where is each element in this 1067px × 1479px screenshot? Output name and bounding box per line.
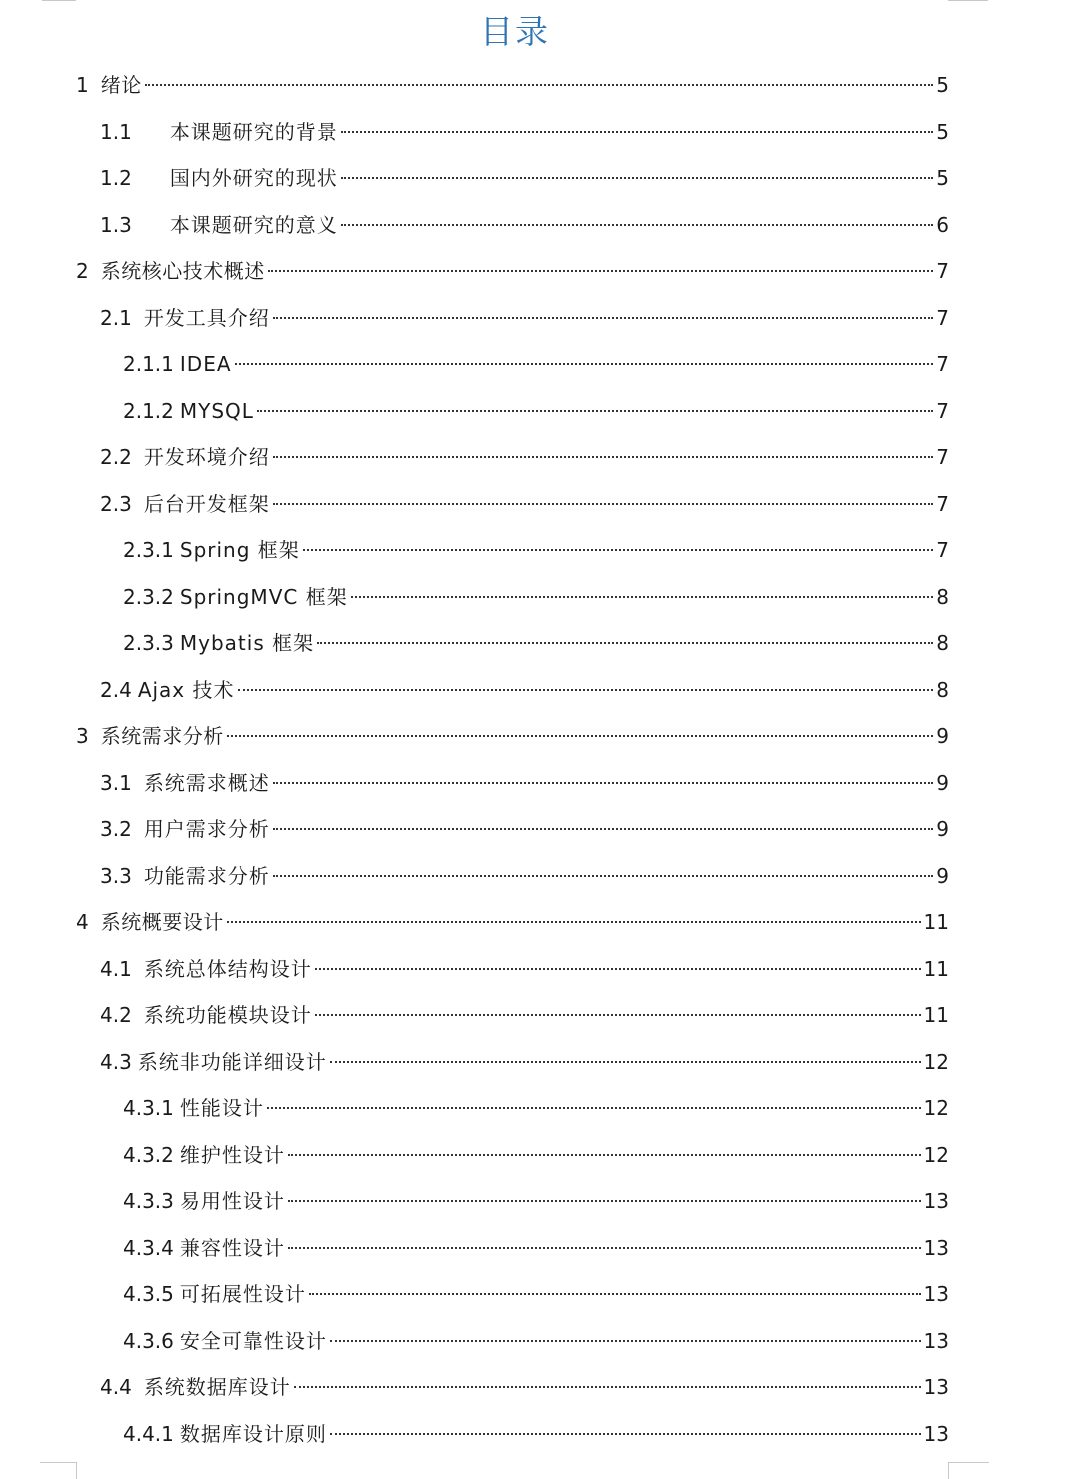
toc-entry[interactable] (0, 713, 949, 759)
dot-leader (273, 481, 933, 505)
toc-entry-number: 4 (76, 910, 89, 934)
toc-entry-label: 本课题研究的背景 (169, 119, 338, 144)
toc-entry-page: 13 (923, 1189, 949, 1213)
toc-entry-page: 13 (923, 1282, 949, 1306)
toc-entry-number: 2.3 (100, 491, 132, 516)
toc-entry-number: 4.3.3 (123, 1189, 174, 1213)
toc-entry-label: 用户需求分析 (143, 817, 270, 841)
dot-leader (315, 992, 921, 1016)
toc-entry-number: 3.3 (100, 863, 132, 888)
dot-leader (235, 341, 934, 365)
toc-entry-page: 12 (923, 1096, 949, 1120)
dot-leader (315, 946, 921, 970)
toc-entry-number: 4.1 (100, 956, 132, 981)
toc-entry[interactable] (0, 853, 949, 899)
toc-title: 目录 (480, 12, 550, 51)
toc-entry-number: 2.3.2 (123, 584, 174, 609)
toc-entry-number: 2.1.1 (123, 352, 174, 376)
toc-entry[interactable] (0, 527, 949, 573)
toc-entry[interactable] (0, 295, 949, 341)
toc-entry-label: 系统总体结构设计 (143, 956, 312, 981)
dot-leader (330, 1039, 921, 1063)
toc-entry-page: 8 (936, 631, 949, 655)
toc-entry-label: 安全可靠性设计 (179, 1328, 327, 1353)
dot-leader (288, 1132, 921, 1156)
toc-entry-page: 9 (936, 770, 949, 795)
toc-entry-page: 9 (936, 863, 949, 888)
toc-entry-number: 4.2 (100, 1003, 132, 1027)
toc-entry-number: 2.4 (100, 677, 132, 702)
toc-entry-number: 3 (76, 724, 89, 748)
dot-leader (273, 760, 933, 784)
toc-entry-label: 数据库设计原则 (179, 1421, 327, 1446)
toc-entry-page: 11 (923, 910, 949, 934)
toc-entry[interactable] (0, 62, 949, 108)
toc-entry-number: 3.1 (100, 770, 132, 795)
dot-leader (257, 388, 933, 412)
toc-entry-number: 1 (76, 73, 89, 97)
toc-entry-number: 4.3.5 (123, 1282, 174, 1306)
dot-leader (268, 248, 934, 272)
toc-entry-page: 12 (923, 1142, 949, 1167)
toc-entry-page: 7 (936, 352, 949, 376)
dot-leader (341, 155, 933, 179)
toc-entry-number: 1.3 (100, 212, 132, 237)
toc-entry-number: 3.2 (100, 817, 132, 841)
toc-entry-page: 9 (936, 724, 949, 748)
toc-entry-label: IDEA (179, 352, 232, 376)
toc-entry-page: 8 (936, 677, 949, 702)
toc-entry[interactable] (0, 434, 949, 480)
dot-leader (288, 1178, 921, 1202)
toc-entry-number: 4.4.1 (123, 1421, 174, 1446)
toc-entry[interactable] (0, 1085, 949, 1131)
toc-entry-page: 13 (923, 1235, 949, 1260)
dot-leader (341, 109, 933, 133)
toc-entry-page: 13 (923, 1328, 949, 1353)
toc-entry-label: 兼容性设计 (179, 1235, 285, 1260)
toc-entry[interactable] (0, 1225, 949, 1271)
toc-entry-number: 4.3.6 (123, 1328, 174, 1353)
toc-entry-label: 开发工具介绍 (143, 305, 270, 330)
dot-leader (227, 899, 921, 923)
toc-entry-label: Spring 框架 (179, 538, 300, 562)
toc-entry-label: Mybatis 框架 (179, 631, 315, 655)
dot-leader (294, 1364, 921, 1388)
dot-leader (267, 1085, 921, 1109)
toc-entry[interactable] (0, 388, 949, 434)
dot-leader (288, 1225, 921, 1249)
toc-entry-label: 绪论 (100, 73, 142, 97)
toc-entry[interactable] (0, 1132, 949, 1178)
toc-entry-page: 8 (936, 584, 949, 609)
toc-entry-page: 5 (936, 166, 949, 190)
toc-entry-label: MYSQL (179, 398, 254, 423)
toc-entry-label: 后台开发框架 (143, 491, 270, 516)
page-corner-mark (948, 1462, 989, 1479)
toc-entry-number: 4.4 (100, 1375, 132, 1399)
toc-entry[interactable] (0, 1318, 949, 1364)
dot-leader (317, 620, 933, 644)
toc-entry[interactable] (0, 481, 949, 527)
page-corner-mark (42, 0, 76, 1)
toc-entry-label: 本课题研究的意义 (169, 212, 338, 237)
toc-entry-label: 系统核心技术概述 (100, 259, 265, 283)
toc-entry-number: 4.3.1 (123, 1096, 174, 1120)
toc-entry-page: 7 (936, 538, 949, 562)
toc-entry-page: 12 (923, 1049, 949, 1074)
toc-entry-label: 维护性设计 (179, 1142, 285, 1167)
toc-entry-page: 5 (936, 73, 949, 97)
toc-entry-number: 2.3.3 (123, 631, 174, 655)
dot-leader (273, 295, 933, 319)
toc-entry-number: 4.3 (100, 1049, 132, 1074)
toc-entry-number: 1.2 (100, 166, 132, 190)
dot-leader (351, 574, 934, 598)
toc-entry[interactable] (0, 1178, 949, 1224)
toc-entry-page: 7 (936, 259, 949, 283)
toc-entry-number: 2.1 (100, 305, 132, 330)
dot-leader (273, 853, 933, 877)
toc-entry-label: 系统需求分析 (100, 724, 224, 748)
toc-entry-label: 国内外研究的现状 (169, 166, 338, 190)
page-corner-mark (948, 0, 988, 1)
toc-entry-label: 性能设计 (179, 1096, 264, 1120)
toc-entry-number: 2 (76, 259, 89, 283)
toc-entry[interactable] (0, 341, 949, 387)
dot-leader (330, 1318, 921, 1342)
toc-entry-page: 7 (936, 491, 949, 516)
toc-entry-label: 可拓展性设计 (179, 1282, 306, 1306)
toc-entry-number: 2.2 (100, 445, 132, 469)
toc-entry[interactable] (0, 806, 949, 852)
toc-entry-page: 7 (936, 305, 949, 330)
toc-entry-number: 2.3.1 (123, 538, 174, 562)
dot-leader (273, 806, 933, 830)
toc-entry-label: 系统概要设计 (100, 910, 224, 934)
dot-leader (273, 434, 933, 458)
toc-entry[interactable] (0, 1364, 949, 1410)
toc-entry-page: 5 (936, 119, 949, 144)
page-corner-mark (40, 1462, 77, 1479)
toc-entry-number: 2.1.2 (123, 398, 174, 423)
toc-entry-page: 9 (936, 817, 949, 841)
toc-entry[interactable] (0, 155, 949, 201)
toc-entry[interactable] (0, 899, 949, 945)
toc-entry-label: SpringMVC 框架 (179, 584, 348, 609)
toc-entry-label: 开发环境介绍 (143, 445, 270, 469)
toc-entry[interactable] (0, 992, 949, 1038)
toc-entry-label: 系统非功能详细设计 (137, 1049, 327, 1074)
toc-entry-page: 6 (936, 212, 949, 237)
toc-entry-page: 11 (923, 956, 949, 981)
dot-leader (145, 62, 934, 86)
dot-leader (341, 202, 933, 226)
toc-entry[interactable] (0, 667, 949, 713)
toc-entry[interactable] (0, 760, 949, 806)
toc-entry-page: 7 (936, 445, 949, 469)
dot-leader (330, 1411, 921, 1435)
dot-leader (238, 667, 934, 691)
toc-entry[interactable] (0, 574, 949, 620)
toc-entry[interactable] (0, 109, 949, 155)
toc-entry-page: 13 (923, 1421, 949, 1446)
toc-entry[interactable] (0, 1271, 949, 1317)
toc-entry[interactable] (0, 202, 949, 248)
toc-entry-page: 11 (923, 1003, 949, 1027)
toc-entry[interactable] (0, 248, 949, 294)
toc-entry-number: 4.3.4 (123, 1235, 174, 1260)
toc-entry[interactable] (0, 620, 949, 666)
toc-entry-number: 4.3.2 (123, 1142, 174, 1167)
toc-entry[interactable] (0, 1411, 949, 1457)
toc-entry[interactable] (0, 1039, 949, 1085)
toc-entry-label: 系统功能模块设计 (143, 1003, 312, 1027)
dot-leader (227, 713, 934, 737)
toc-entry-number: 1.1 (100, 119, 132, 144)
toc-entry-label: 易用性设计 (179, 1189, 285, 1213)
toc-entry-label: Ajax 技术 (137, 677, 235, 702)
dot-leader (309, 1271, 921, 1295)
toc-entry-page: 7 (936, 398, 949, 423)
toc-entry-page: 13 (923, 1375, 949, 1399)
toc-entry-label: 功能需求分析 (143, 863, 270, 888)
toc-entry-label: 系统数据库设计 (143, 1375, 291, 1399)
toc-entry[interactable] (0, 946, 949, 992)
toc-entry-label: 系统需求概述 (143, 770, 270, 795)
dot-leader (303, 527, 933, 551)
